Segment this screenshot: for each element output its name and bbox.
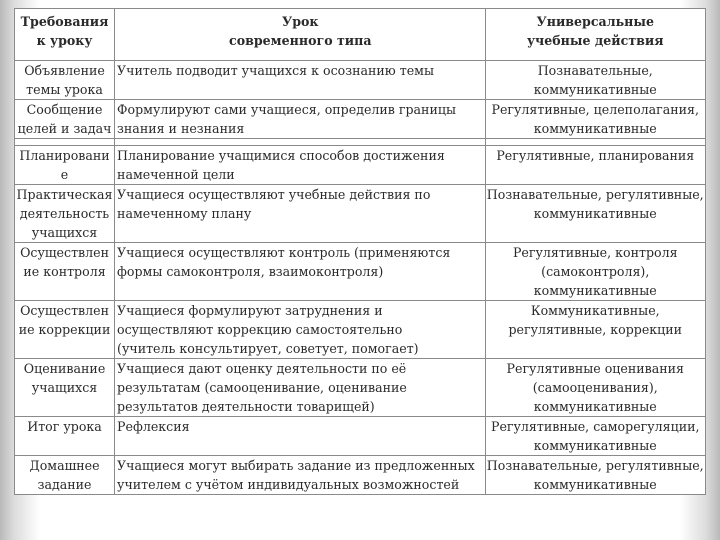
requirement-cell bbox=[15, 61, 115, 100]
lesson-cell bbox=[115, 301, 485, 359]
cell-text-line: Регулятивные оценивания bbox=[506, 361, 684, 376]
lesson-cell bbox=[115, 185, 485, 243]
cell-text-line: учителем с учётом индивидуальных возможностей bbox=[117, 477, 460, 492]
table-header-row bbox=[15, 9, 706, 61]
cell-text-line: намеченной цели bbox=[117, 167, 235, 182]
cell-text-line: результатов деятельности товарищей) bbox=[117, 399, 375, 414]
learning-actions-cell bbox=[485, 61, 706, 100]
lesson-cell bbox=[115, 359, 485, 417]
learning-actions-cell bbox=[485, 417, 706, 456]
header-learning-actions bbox=[485, 9, 706, 61]
separator-cell bbox=[15, 139, 115, 146]
cell-text-line: Осуществлен bbox=[20, 303, 109, 318]
cell-text-line: коммуникативные bbox=[533, 438, 657, 453]
cell-text-line: Планировани bbox=[19, 148, 110, 163]
learning-actions-cell bbox=[485, 100, 706, 139]
table-row bbox=[15, 243, 706, 301]
cell-text-line: Учащиеся осуществляют контроль (применяются bbox=[117, 245, 451, 260]
cell-text-line: Познавательные, bbox=[537, 63, 653, 78]
header-line: Урок bbox=[282, 14, 319, 29]
cell-text-line: регулятивные, коррекции bbox=[508, 322, 683, 337]
lesson-requirements-table bbox=[14, 8, 706, 495]
cell-text-line: Учащиеся осуществляют учебные действия по bbox=[117, 187, 431, 202]
header-line: к уроку bbox=[36, 33, 93, 48]
cell-text-line: ие коррекции bbox=[18, 322, 111, 337]
lesson-cell bbox=[115, 100, 485, 139]
header-line: Универсальные bbox=[536, 14, 654, 29]
learning-actions-cell bbox=[485, 146, 706, 185]
lesson-cell bbox=[115, 243, 485, 301]
table-body bbox=[15, 9, 706, 495]
cell-text-line: задание bbox=[37, 477, 92, 492]
cell-text-line: Регулятивные, саморегуляции, bbox=[490, 419, 700, 434]
table-row bbox=[15, 359, 706, 417]
learning-actions-cell bbox=[485, 185, 706, 243]
learning-actions-cell bbox=[485, 359, 706, 417]
cell-text-line: Осуществлен bbox=[20, 245, 109, 260]
lesson-cell bbox=[115, 417, 485, 456]
cell-text-line: намеченному плану bbox=[117, 206, 252, 221]
cell-text-line: деятельность bbox=[19, 206, 110, 221]
cell-text-line: Формулируют сами учащиеся, определив границы bbox=[117, 102, 456, 117]
requirement-cell bbox=[15, 456, 115, 495]
cell-text-line: Оценивание bbox=[23, 361, 106, 376]
table-row bbox=[15, 417, 706, 456]
cell-text-line: Практическая bbox=[16, 187, 113, 202]
separator-cell bbox=[485, 139, 706, 146]
cell-text-line: ие контроля bbox=[23, 264, 106, 279]
cell-text-line: Домашнее bbox=[29, 458, 100, 473]
cell-text-line: темы урока bbox=[26, 82, 103, 97]
lesson-cell bbox=[115, 456, 485, 495]
requirement-cell bbox=[15, 359, 115, 417]
cell-text-line: Регулятивные, целеполагания, bbox=[491, 102, 700, 117]
table-row bbox=[15, 185, 706, 243]
cell-text-line: результатам (самооценивание, оценивание bbox=[117, 380, 407, 395]
table-row bbox=[15, 146, 706, 185]
cell-text-line: коммуникативные bbox=[533, 399, 657, 414]
cell-text-line: коммуникативные bbox=[533, 206, 657, 221]
cell-text-line: Регулятивные, контроля bbox=[512, 245, 678, 260]
cell-text-line: коммуникативные bbox=[533, 477, 657, 492]
cell-text-line: Сообщение bbox=[26, 102, 103, 117]
header-requirements bbox=[15, 9, 115, 61]
cell-text-line: Регулятивные, планирования bbox=[496, 148, 695, 163]
cell-text-line: учащихся bbox=[31, 380, 98, 395]
learning-actions-cell bbox=[485, 243, 706, 301]
lesson-cell bbox=[115, 61, 485, 100]
learning-actions-cell bbox=[485, 456, 706, 495]
cell-text-line: целей и задач bbox=[17, 121, 112, 136]
cell-text-line: коммуникативные bbox=[533, 121, 657, 136]
header-line: учебные действия bbox=[526, 33, 664, 48]
cell-text-line: Учащиеся дают оценку деятельности по её bbox=[117, 361, 407, 376]
cell-text-line: (самоконтроля), bbox=[541, 264, 650, 279]
lesson-cell bbox=[115, 146, 485, 185]
learning-actions-cell bbox=[485, 301, 706, 359]
header-modern-lesson bbox=[115, 9, 485, 61]
cell-text-line: Рефлексия bbox=[117, 419, 190, 434]
cell-text-line: коммуникативные bbox=[533, 82, 657, 97]
table-row bbox=[15, 456, 706, 495]
cell-text-line: Объявление bbox=[24, 63, 105, 78]
separator-cell bbox=[115, 139, 485, 146]
cell-text-line: Коммуникативные, bbox=[530, 303, 660, 318]
cell-text-line: формы самоконтроля, взаимоконтроля) bbox=[117, 264, 384, 279]
header-line: Требования bbox=[20, 14, 109, 29]
cell-text-line: Учитель подводит учащихся к осознанию темы bbox=[117, 63, 434, 78]
requirement-cell bbox=[15, 417, 115, 456]
cell-text-line: Планирование учащимися способов достижения bbox=[117, 148, 445, 163]
cell-text-line: Итог урока bbox=[27, 419, 102, 434]
cell-text-line: учащихся bbox=[31, 225, 98, 240]
cell-text-line: (учитель консультирует, советует, помогает) bbox=[117, 341, 419, 356]
cell-text-line: знания и незнания bbox=[117, 121, 245, 136]
header-line: современного типа bbox=[229, 33, 372, 48]
cell-text-line: осуществляют коррекцию самостоятельно bbox=[117, 322, 403, 337]
cell-text-line: Познавательные, регулятивные, bbox=[486, 187, 704, 202]
group-separator-row bbox=[15, 139, 706, 146]
cell-text-line: Учащиеся формулируют затруднения и bbox=[117, 303, 383, 318]
requirement-cell bbox=[15, 243, 115, 301]
cell-text-line: коммуникативные bbox=[533, 283, 657, 298]
requirement-cell bbox=[15, 100, 115, 139]
cell-text-line: е bbox=[60, 167, 69, 182]
requirement-cell bbox=[15, 146, 115, 185]
requirement-cell bbox=[15, 185, 115, 243]
cell-text-line: (самооценивания), bbox=[532, 380, 658, 395]
table-row bbox=[15, 61, 706, 100]
table-row bbox=[15, 301, 706, 359]
table-row bbox=[15, 100, 706, 139]
cell-text-line: Познавательные, регулятивные, bbox=[486, 458, 704, 473]
requirement-cell bbox=[15, 301, 115, 359]
cell-text-line: Учащиеся могут выбирать задание из предложенных bbox=[117, 458, 475, 473]
